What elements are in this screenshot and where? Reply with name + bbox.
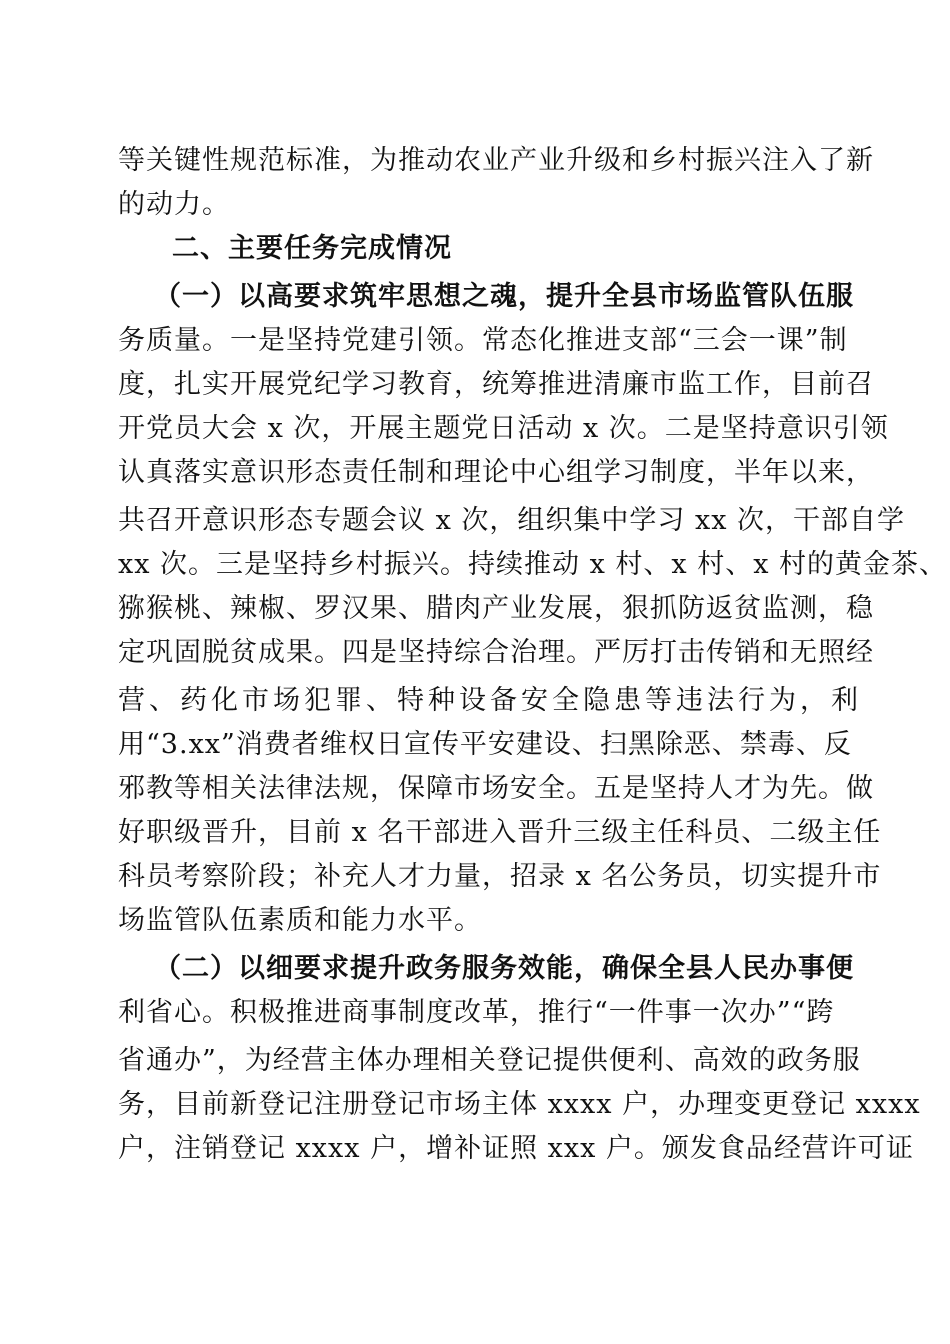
body-text-line: 场监管队伍素质和能力水平。: [118, 905, 482, 936]
body-text-line: 科员考察阶段；补充人才力量，招录 x 名公务员，切实提升市: [118, 861, 882, 892]
subsection-heading-line: （一）以高要求筑牢思想之魂，提升全县市场监管队伍服: [154, 281, 854, 312]
body-text-line: 利省心。积极推进商事制度改革，推行“一件事一次办”“跨: [118, 997, 835, 1028]
section-heading: 二、主要任务完成情况: [172, 233, 452, 264]
body-text-line: 务质量。一是坚持党建引领。常态化推进支部“三会一课”制: [118, 325, 848, 356]
body-text-line: 务，目前新登记注册登记市场主体 xxxx 户，办理变更登记 xxxx: [118, 1089, 921, 1120]
body-text-line: 户，注销登记 xxxx 户，增补证照 xxx 户。颁发食品经营许可证: [118, 1133, 914, 1164]
body-text-line: 认真落实意识形态责任制和理论中心组学习制度，半年以来，: [118, 457, 874, 488]
subsection-heading-line: （二）以细要求提升政务服务效能，确保全县人民办事便: [154, 953, 854, 984]
body-text-line: 省通办”，为经营主体办理相关登记提供便利、高效的政务服: [118, 1045, 861, 1076]
body-text-line: xx 次。三是坚持乡村振兴。持续推动 x 村、x 村、x 村的黄金茶、: [118, 549, 948, 580]
body-text-line: 邪教等相关法律法规，保障市场安全。五是坚持人才为先。做: [118, 773, 874, 804]
body-text-line: 用“3.xx”消费者维权日宣传平安建设、扫黑除恶、禁毒、反: [118, 729, 852, 760]
body-text-line: 度，扎实开展党纪学习教育，统筹推进清廉市监工作，目前召: [118, 369, 874, 400]
body-text-line: 等关键性规范标准，为推动农业产业升级和乡村振兴注入了新: [118, 145, 874, 176]
body-text-line: 猕猴桃、辣椒、罗汉果、腊肉产业发展，狠抓防返贫监测，稳: [118, 593, 874, 624]
body-text-line: 共召开意识形态专题会议 x 次，组织集中学习 xx 次，干部自学: [118, 505, 906, 536]
body-text-line: 好职级晋升，目前 x 名干部进入晋升三级主任科员、二级主任: [118, 817, 882, 848]
body-text-line: 定巩固脱贫成果。四是坚持综合治理。严厉打击传销和无照经: [118, 637, 874, 668]
body-text-line: 营、药化市场犯罪、特种设备安全隐患等违法行为，利: [118, 685, 862, 716]
body-text-line: 的动力。: [118, 189, 230, 220]
body-text-line: 开党员大会 x 次，开展主题党日活动 x 次。二是坚持意识引领: [118, 413, 889, 444]
